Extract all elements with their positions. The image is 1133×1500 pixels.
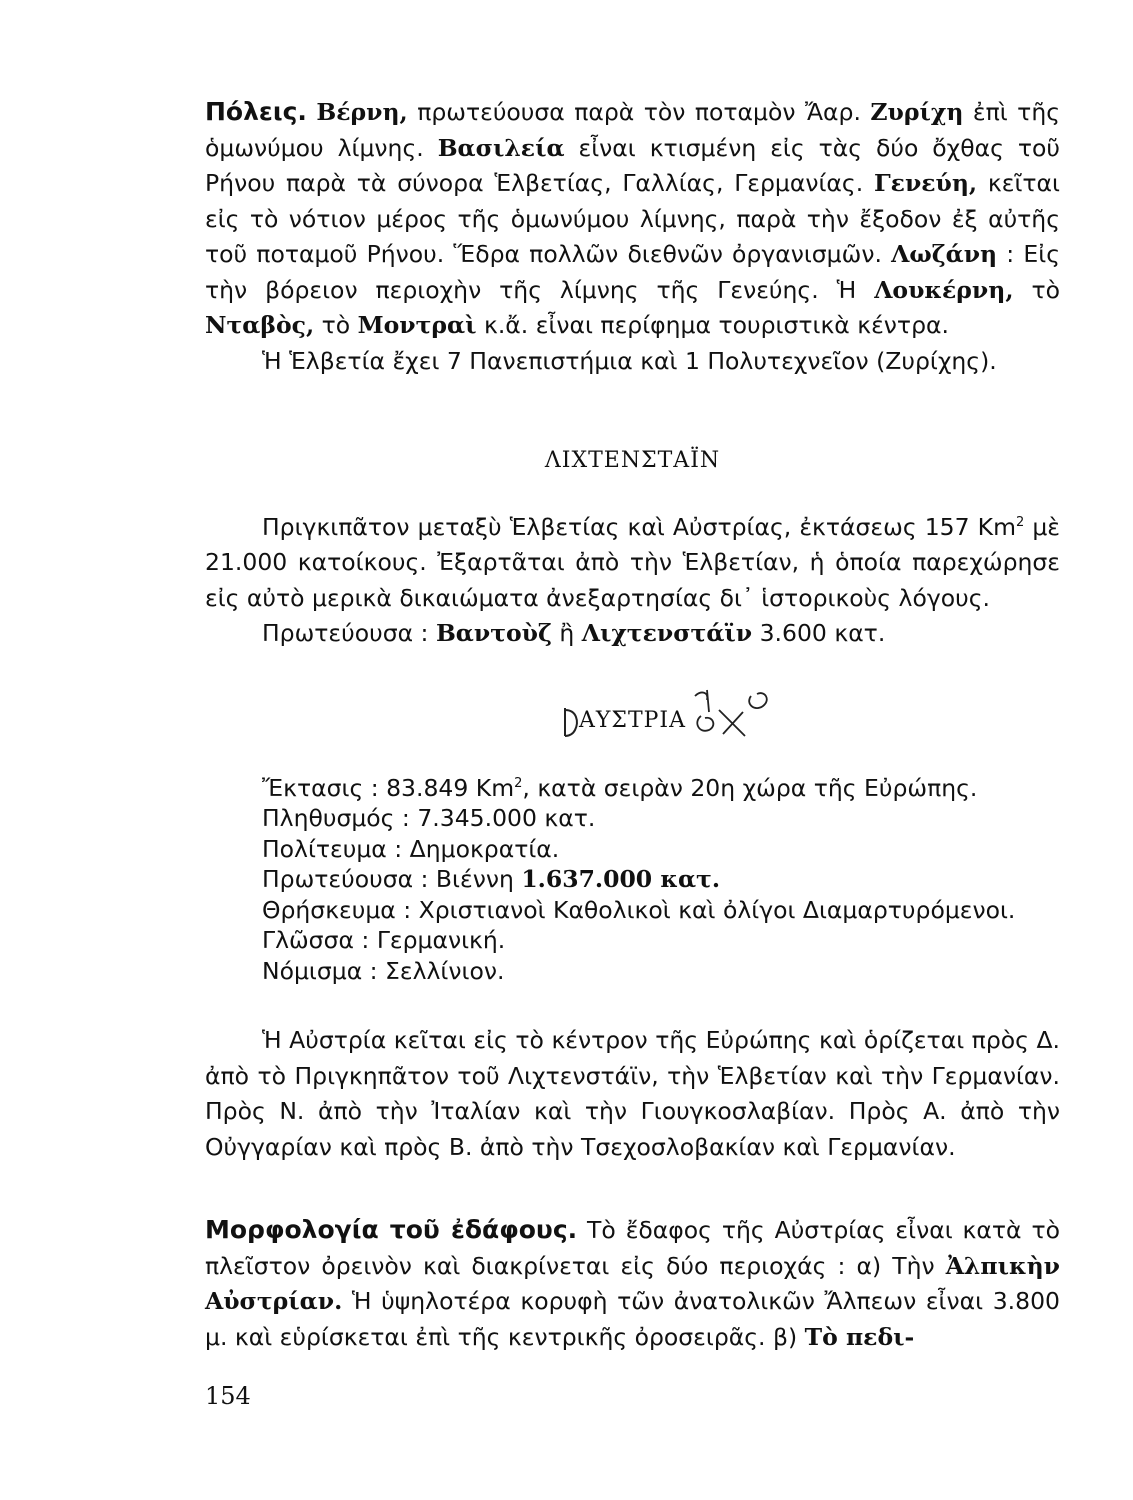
austria-heading-row <box>205 708 1060 733</box>
geneva: Γενεύη, <box>873 169 978 197</box>
austria-borders-paragraph: Ἡ Αὐστρία κεῖται εἰς τὸ κέντρον τῆς Εὐρώπης καὶ ὁρίζεται πρὸς Δ. ἀπὸ τὸ Πριγκηπᾶτον τοῦ Λιχτενστάϊν, τὴν Ἑλβετίαν καὶ τὴν Γερμανίαν. Πρὸς Ν. ἀπὸ τὴν Ἰταλίαν καὶ τὴν Γιουγκοσλαβίαν. Πρὸς Α. ἀπὸ τὴν Οὐγγαρίαν καὶ πρὸς Β. ἀπὸ τὴν Τσεχοσλοβακίαν καὶ Γερμανίαν. <box>205 1026 1060 1161</box>
austria-population: Πληθυσμός : 7.345.000 κατ. <box>262 804 596 833</box>
alpine-austria: Ἀλπικὴν Αὐστρίαν. <box>205 1251 1060 1315</box>
austria-currency: Νόμισμα : Σελλίνιον. <box>262 956 505 985</box>
universities-paragraph: Ἡ Ἑλβετία ἔχει 7 Πανεπιστήμια καὶ 1 Πολυτεχνεῖον (Ζυρίχης). <box>262 346 997 375</box>
lucerne: Λουκέρνη, <box>874 275 1014 304</box>
liechtenstein-town: Λιχτενστάϊν <box>581 619 753 648</box>
liechtenstein-body <box>205 505 1060 652</box>
morphology-runhead: Μορφολογία τοῦ ἐδάφους. <box>205 1215 578 1244</box>
swiss-cities-paragraph: Πόλεις. Βέρνη, πρωτεύουσα παρὰ τὸν ποταμὸν Ἄαρ. Ζυρίχη ἐπὶ τῆς ὁμωνύμου λίμνης. Βασιλεία εἶναι κτισμένη εἰς τὰς δύο ὄχθας τοῦ Ρήνου παρὰ τὰ σύνορα Ἑλβετίας, Γαλλίας, Γερμανίας. Γενεύη, κεῖται εἰς τὸ νότιον μέρος τῆς ὁμωνύμου λίμνης, παρὰ τὴν ἔξοδον ἐξ αὐτῆς τοῦ ποταμοῦ Ρήνου. Ἕδρα πολλῶν διεθνῶν ὀργανισμῶν. Λωζάνη : Εἰς τὴν βόρειον περιοχὴν τῆς λίμνης τῆς Γενεύης. Ἡ Λουκέρνη, τὸ Νταβὸς, τὸ Μοντραὶ κ.ἄ. εἶναι περίφημα τουριστικὰ κέντρα. <box>205 97 1061 339</box>
swiss-cities-section <box>205 94 1060 379</box>
davos: Νταβὸς, <box>205 311 315 339</box>
liechtenstein-capital: Πρωτεύουσα : Βαντοὺζ ἢ Λιχτενστάϊν 3.600 κατ. <box>262 619 886 648</box>
austria-borders-section <box>205 1023 1060 1165</box>
austria-area: Ἔκτασις : 83.849 Km$^2$, κατὰ σειρὰν 20η χώρα τῆς Εὐρώπης. <box>262 773 978 802</box>
cities-runhead: Πόλεις. <box>205 97 307 126</box>
austria-language: Γλῶσσα : Γερμανική. <box>262 926 506 955</box>
liechtenstein-heading: ΛΙΧΤΕΝΣΤΑΪΝ <box>544 448 721 473</box>
handwritten-annotation-icon <box>687 682 777 742</box>
lausanne: Λωζάνη <box>891 240 998 268</box>
austria-religion: Θρήσκευμα : Χριστιανοὶ Καθολικοὶ καὶ ὀλίγοι Διαμαρτυρόμενοι. <box>262 895 1016 924</box>
handwritten-mark-icon <box>561 704 581 740</box>
austria-regime: Πολίτευμα : Δημοκρατία. <box>262 834 560 863</box>
liechtenstein-section <box>205 448 1060 473</box>
vaduz: Βαντοὺζ <box>435 619 552 648</box>
montreux: Μοντραὶ <box>357 311 477 339</box>
austria-heading: ΑΥΣΤΡΙΑ <box>578 708 687 733</box>
zurich: Ζυρίχη <box>870 98 964 126</box>
basel: Βασιλεία <box>437 133 565 162</box>
morphology-section <box>205 1212 1060 1355</box>
liechtenstein-paragraph: Πριγκιπᾶτον μεταξὺ Ἑλβετίας καὶ Αὐστρίας, ἐκτάσεως 157 Km$^2$ μὲ 21.000 κατοίκους. Ἐξαρτᾶται ἀπὸ τὴν Ἑλβετίαν, ἡ ὁποία παρεχώρησε εἰς αὐτὸ μερικὰ δικαιώματα ἀνεξαρτησίας δι᾽ ἱστορικοὺς λόγους. <box>205 512 1061 612</box>
austria-capital: Πρωτεύουσα : Βιέννη 1.637.000 κατ. <box>262 865 721 894</box>
austria-facts <box>205 769 1060 986</box>
page-number: 154 <box>205 1382 251 1410</box>
morphology-paragraph: Μορφολογία τοῦ ἐδάφους. Τὸ ἔδαφος τῆς Αὐστρίας εἶναι κατὰ τὸ πλεῖστον ὀρεινὸν καὶ διακρίνεται εἰς δύο περιοχάς : α) Τὴν Ἀλπικὴν Αὐστρίαν. Ἡ ὑψηλοτέρα κορυφὴ τῶν ἀνατολικῶν Ἄλπεων εἶναι 3.800 μ. καὶ εὑρίσκεται ἐπὶ τῆς κεντρικῆς ὀροσειρᾶς. β) Τὸ πεδι- <box>205 1215 1060 1351</box>
bern: Βέρνη, <box>316 98 408 126</box>
